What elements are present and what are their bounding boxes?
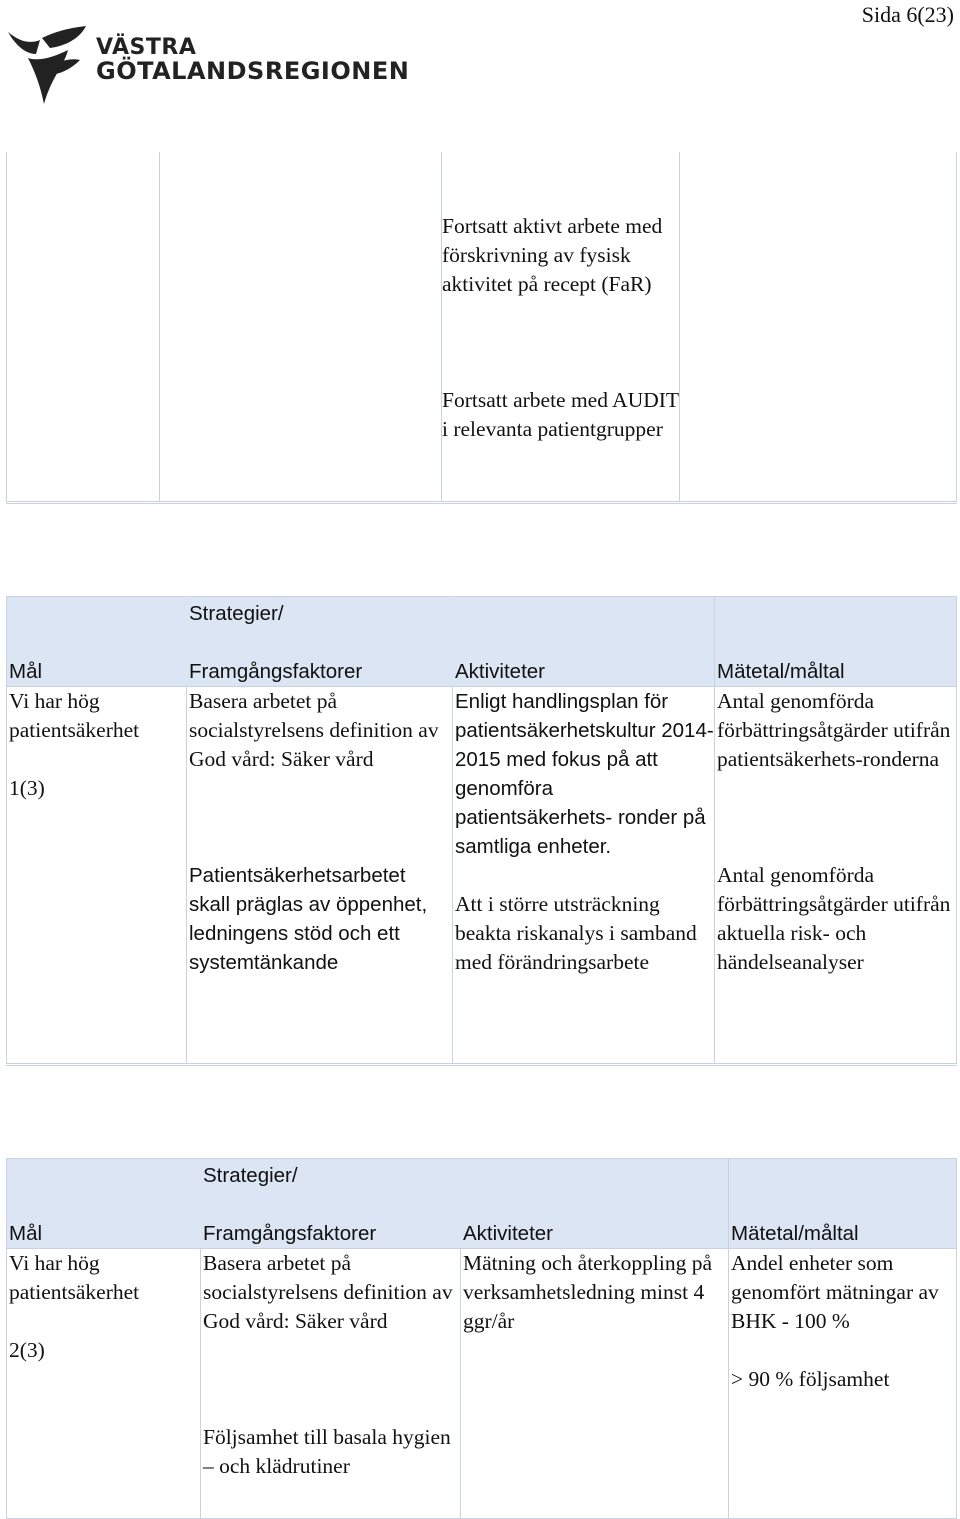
strategy-text: Patientsäkerhetsarbetet skall präglas av öppenhet, ledningens stöd och ett systemtänkande: [189, 864, 428, 974]
activity-text: Mätning och återkoppling på verksamhetsledning minst 4 ggr/år: [463, 1251, 712, 1333]
goal-line2: patientsäkerhet: [9, 718, 140, 742]
header-strategier: Strategier/ Framgångsfaktorer: [201, 1159, 461, 1249]
strategy-text: Basera arbetet på socialstyrelsens definition av God vård: Säker vård: [203, 1251, 453, 1333]
header-matetal: Mätetal/måltal: [715, 597, 957, 687]
strategy-cell: [160, 152, 442, 502]
organization-logo: [6, 24, 410, 106]
activity-cell: [442, 152, 680, 502]
goal-index: 2(3): [9, 1338, 45, 1362]
page-number: Sida 6(23): [861, 2, 954, 27]
goal-cell: [7, 1249, 201, 1519]
header-aktiviteter: Aktiviteter: [453, 597, 715, 687]
metric-cell: [715, 687, 957, 1065]
metric-text: Antal genomförda förbättringsåtgärder utifrån patientsäkerhets-ronderna: [717, 689, 951, 771]
activity-cell: [453, 687, 715, 1065]
goal-cell: [7, 152, 160, 502]
header-matetal: Mätetal/måltal: [729, 1159, 957, 1249]
logo-line1: VÄSTRA: [96, 35, 197, 60]
activity-cell: [461, 1249, 729, 1519]
activities-table-continued: [6, 152, 957, 504]
header-mal: Mål: [7, 1159, 201, 1249]
activity-text: Att i större utsträckning beakta riskanalys i samband med förändringsarbete: [455, 892, 697, 974]
activity-text: Fortsatt arbete med AUDIT i relevanta patientgrupper: [442, 388, 679, 441]
metric-cell: [680, 152, 957, 502]
metric-text: Andel enheter som genomfört mätningar av BHK - 100 %: [731, 1251, 939, 1333]
activity-text: Fortsatt aktivt arbete med förskrivning av fysisk aktivitet på recept (FaR): [442, 214, 663, 296]
strategy-cell: [201, 1249, 461, 1519]
header-mal: Mål: [7, 597, 187, 687]
metric-cell: [729, 1249, 957, 1519]
goal-line1: Vi har hög: [9, 689, 100, 713]
activity-text: Enligt handlingsplan för patientsäkerhetskultur 2014-2015 med fokus på att genomföra patientsäkerhets- ronder på samtliga enheter.: [455, 690, 714, 858]
strategy-text: Basera arbetet på socialstyrelsens definition av God vård: Säker vård: [189, 689, 439, 771]
vgr-logo-icon: [6, 24, 92, 106]
goal-line1: Vi har hög: [9, 1251, 100, 1275]
strategy-text: Följsamhet till basala hygien – och klädrutiner: [203, 1425, 451, 1478]
goal-line2: patientsäkerhet: [9, 1280, 140, 1304]
logo-line2: GÖTALANDSREGIONEN: [96, 57, 410, 86]
header-strategier: Strategier/ Framgångsfaktorer: [187, 597, 453, 687]
strategy-cell: [187, 687, 453, 1065]
goal-index: 1(3): [9, 776, 45, 800]
header-aktiviteter: Aktiviteter: [461, 1159, 729, 1249]
goal-table-2: [6, 1158, 957, 1519]
metric-text: Antal genomförda förbättringsåtgärder utifrån aktuella risk- och händelseanalyser: [717, 863, 951, 974]
metric-text: > 90 % följsamhet: [731, 1367, 890, 1391]
goal-cell: [7, 687, 187, 1065]
goal-table-1: [6, 596, 957, 1066]
